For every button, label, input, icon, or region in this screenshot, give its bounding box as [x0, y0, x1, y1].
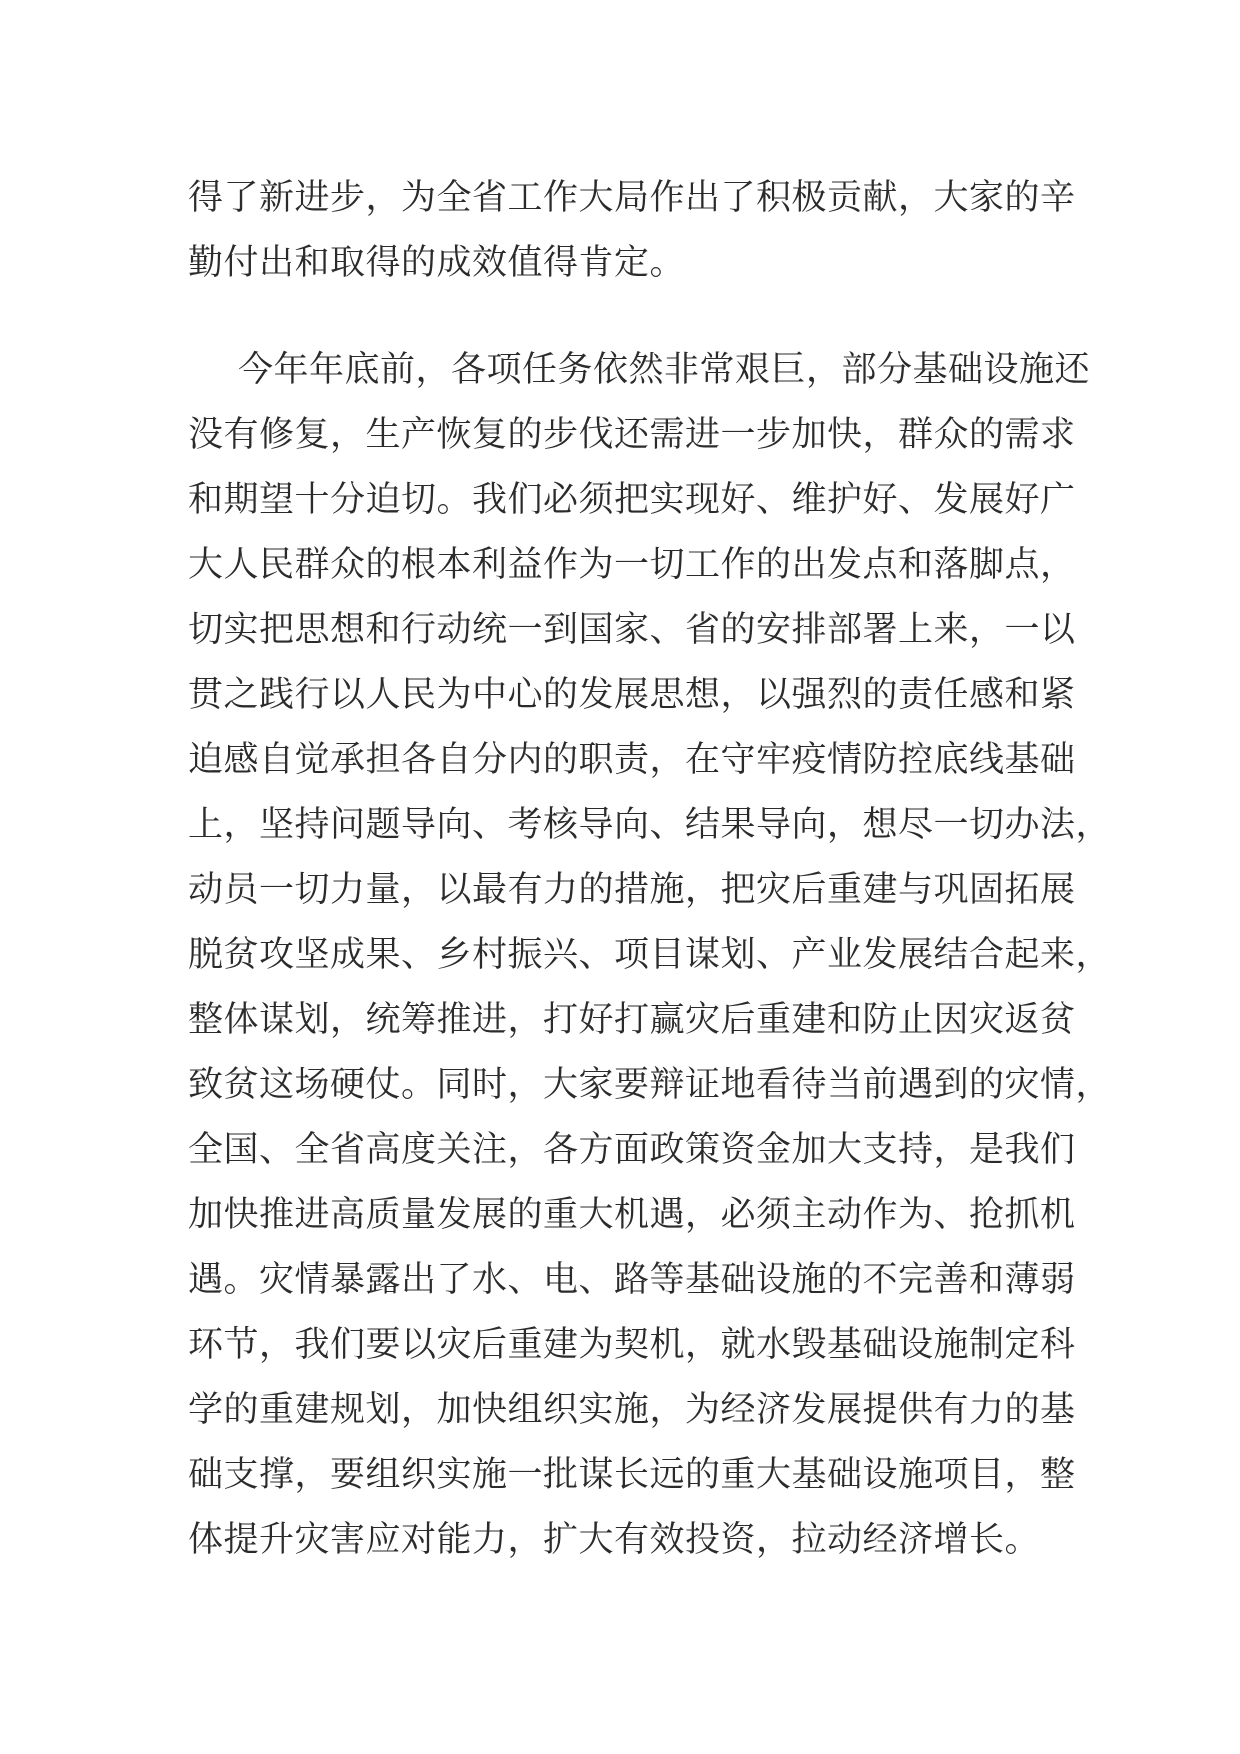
- paragraph-line: 上，坚持问题导向、考核导向、结果导向，想尽一切办法，: [188, 805, 1112, 845]
- paragraph-2: [188, 338, 1112, 1573]
- paragraph-line: 脱贫攻坚成果、乡村振兴、项目谋划、产业发展结合起来，: [188, 935, 1112, 975]
- paragraph-line: 学的重建规划，加快组织实施，为经济发展提供有力的基: [188, 1390, 1076, 1430]
- paragraph-line: 没有修复，生产恢复的步伐还需进一步加快，群众的需求: [188, 415, 1076, 455]
- paragraph-line: 勤付出和取得的成效值得肯定。: [188, 243, 686, 283]
- paragraph-line: 得了新进步，为全省工作大局作出了积极贡献，大家的辛: [188, 178, 1076, 218]
- paragraph-line: 全国、全省高度关注，各方面政策资金加大支持，是我们: [188, 1130, 1076, 1170]
- document-body: [188, 166, 1112, 1573]
- paragraph-line: 遇。灾情暴露出了水、电、路等基础设施的不完善和薄弱: [188, 1260, 1076, 1300]
- paragraph-line: 今年年底前，各项任务依然非常艰巨，部分基础设施还: [238, 350, 1091, 390]
- paragraph-line: 础支撑，要组织实施一批谋长远的重大基础设施项目，整: [188, 1455, 1076, 1495]
- paragraph-line: 整体谋划，统筹推进，打好打赢灾后重建和防止因灾返贫: [188, 1000, 1076, 1040]
- paragraph-line: 大人民群众的根本利益作为一切工作的出发点和落脚点，: [188, 545, 1076, 585]
- paragraph-line: 体提升灾害应对能力，扩大有效投资，拉动经济增长。: [188, 1520, 1041, 1560]
- paragraph-line: 致贫这场硬仗。同时，大家要辩证地看待当前遇到的灾情，: [188, 1065, 1112, 1105]
- paragraph-line: 迫感自觉承担各自分内的职责，在守牢疫情防控底线基础: [188, 740, 1076, 780]
- paragraph-line: 切实把思想和行动统一到国家、省的安排部署上来，一以: [188, 610, 1076, 650]
- paragraph-line: 环节，我们要以灾后重建为契机，就水毁基础设施制定科: [188, 1325, 1076, 1365]
- paragraph-line: 加快推进高质量发展的重大机遇，必须主动作为、抢抓机: [188, 1195, 1076, 1235]
- paragraph-line: 动员一切力量，以最有力的措施，把灾后重建与巩固拓展: [188, 870, 1076, 910]
- paragraph-1: [188, 166, 1076, 296]
- paragraph-line: 和期望十分迫切。我们必须把实现好、维护好、发展好广: [188, 480, 1076, 520]
- paragraph-spacer: [188, 296, 1068, 338]
- paragraph-line: 贯之践行以人民为中心的发展思想，以强烈的责任感和紧: [188, 675, 1076, 715]
